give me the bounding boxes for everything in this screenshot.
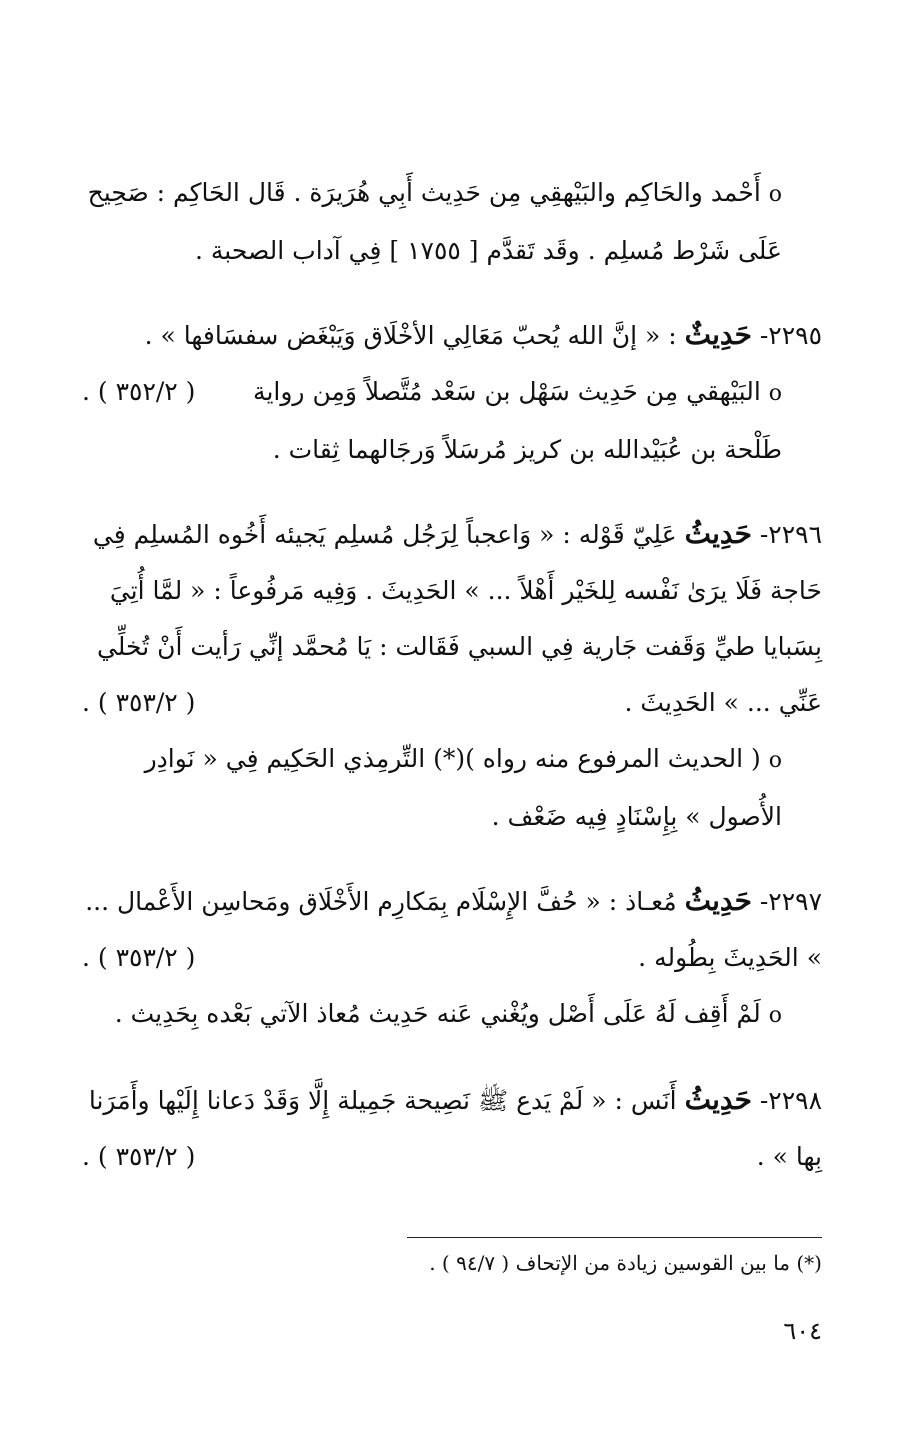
hadith-number: ٢٢٩٧- [759, 887, 822, 916]
note-text: أَحْمد والحَاكِم والبَيْهقِي مِن حَدِيث أَبِي هُرَيرَة . قَال الحَاكِم : صَحِيح عَلَى شَرْط مُسلِم . وقَد تَقدَّم [ ١٧٥٥ ] فِي آداب الصحبة . [87, 178, 782, 265]
hadith-keyword: حَدِيثٌ [684, 318, 752, 351]
footnote-separator [407, 1237, 822, 1238]
page-number: ٦٠٤ [783, 1317, 822, 1345]
volume-page-ref: ( ٣٥٣/٢ ) . [82, 1142, 196, 1171]
hadith-number: ٢٢٩٨- [759, 1086, 822, 1115]
hadith-keyword: حَدِيثُ [684, 517, 752, 550]
hadith-keyword: حَدِيثُ [684, 1083, 752, 1116]
note-paragraph [82, 986, 822, 1044]
circle-marker-icon: o [768, 1003, 782, 1028]
hadith-text: أَنَس : « لَمْ يَدع ﷺ نَصِيحة جَمِيلة إِلَّا وَقَدْ دَعانا إِلَيْها وأَمَرَنا بِها » . [88, 1086, 822, 1171]
note-paragraph [82, 731, 822, 845]
volume-page-ref: ( ٣٥٢/٢ ) . [82, 377, 196, 406]
volume-page-ref: ( ٣٥٣/٢ ) . [82, 688, 196, 717]
circle-marker-icon: o [768, 182, 782, 207]
note-text: ( الحديث المرفوع منه رواه )(*) التِّرمِذي الحَكِيم فِي « نَوادِر الأُصول » بِإِسْنَادٍ فِيه ضَعْف . [144, 744, 782, 831]
hadith-text: مُعـاذ : « حُفَّ الإِسْلَام بِمَكارِم الأَخْلَاق ومَحاسِن الأَعْمال ... » الحَدِيثَ بِطُوله . [85, 887, 822, 972]
note-text: البَيْهقي مِن حَدِيث سَهْل بن سَعْد مُتَّصلاً وَمِن رواية طَلْحة بن عُبَيْدالله بن كريز مُرسَلاً وَرجَالهما ثِقات . [253, 377, 782, 464]
hadith-2296 [82, 506, 822, 731]
note-text: لَمْ أَقِف لَهُ عَلَى أَصْل ويُغْني عَنه حَدِيث مُعاذ الآتي بَعْده بِحَدِيث . [114, 999, 761, 1028]
circle-marker-icon: o [768, 381, 782, 406]
circle-marker-icon: o [768, 748, 782, 773]
hadith-text: : « إنَّ الله يُحبّ مَعَالِي الأخْلَاق وَيَبْغَض سفسَافها » . [144, 321, 677, 350]
hadith-2295 [82, 307, 822, 406]
hadith-number: ٢٢٩٥- [759, 321, 822, 350]
hadith-2298 [82, 1072, 822, 1185]
hadith-keyword: حَدِيثُ [684, 884, 752, 917]
note-paragraph [82, 165, 822, 279]
hadith-2297 [82, 873, 822, 986]
volume-page-ref: ( ٣٥٣/٢ ) . [82, 943, 196, 972]
hadith-number: ٢٢٩٦- [759, 520, 822, 549]
hadith-text: عَلِيّ قَوْله : « وَاعجباً لِرَجُل مُسلِم يَجيئه أَخُوه المُسلِم فِي حَاجة فَلَا يرَىٰ نَفْسه لِلخَيْر أَهْلاً ... » الحَدِيثَ . وَفِيه مَرفُوعاً : « لمَّا أُتِيَ بِسَبايا طيِّ وَقَفت جَارية فِي السبي فَقَالت : يَا مُحمَّد إنِّي رَأيت أَنْ تُخلِّي عَنِّي ... » الحَدِيثَ . [92, 520, 822, 717]
page-body [82, 165, 822, 1185]
footnote: (*) ما بين القوسين زيادة من الإتحاف ( ٩٤/٧ ) . [429, 1251, 822, 1275]
